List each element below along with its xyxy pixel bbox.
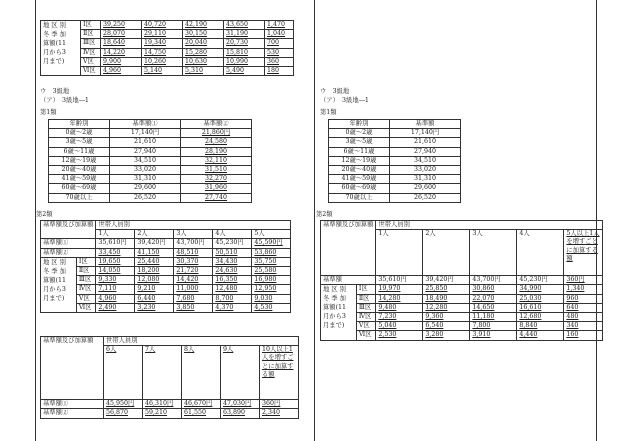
region-cell: Ⅰ区 [356,285,375,294]
value-cell: 43,700円 [174,239,213,248]
section-subheading: （ア） 3級地―1 [320,97,369,104]
value-cell: 29,600 [110,184,181,193]
age-cell: 6歳～11歳 [329,147,390,156]
value-cell: 59,210 [143,409,182,418]
value-cell: 15,280 [183,48,224,57]
value-cell: 29,600 [390,184,461,193]
value-cell: 10,260 [142,57,183,66]
value-cell: 42,190 [183,21,224,30]
value-cell: 16,980 [252,276,291,285]
table-row [329,138,461,147]
table-row [329,175,461,184]
value-cell: 22,070 [470,294,517,303]
table-row [41,239,291,248]
value-cell: 30,150 [183,30,224,39]
table-row [49,166,252,175]
region-cell: Ⅲ区 [81,39,101,48]
right-type2-table [320,220,603,341]
left-top-winter-table [40,20,294,76]
table-row [329,129,461,138]
value-cell: 360 [265,57,294,66]
value-cell: 31,510 [181,166,252,175]
value-cell: 33,450 [96,248,135,257]
value-cell: 7,110 [96,285,135,294]
value-cell: 61,550 [182,409,221,418]
column-header: 3人 [174,230,213,239]
age-cell: 41歳～59歳 [49,175,110,184]
type1-heading: 第1類 [320,109,337,116]
table-row [329,184,461,193]
value-cell: 32,270 [181,175,252,184]
value-cell: 27,740 [181,193,252,202]
region-cell: Ⅳ区 [81,48,101,57]
type2-heading: 第2類 [316,211,333,218]
value-cell: 1,340 [564,285,603,294]
value-cell: 39,420円 [135,239,174,248]
table-row [41,409,299,418]
table-row [321,276,603,285]
header-cell: 基準額及び加算額 [321,221,376,276]
value-cell: 35,750 [252,257,291,266]
value-cell: 11,000 [174,285,213,294]
row-label: 基準額① [41,400,104,409]
value-cell: 5,310 [183,67,224,76]
header-cell: 基準額及び加算額 [41,221,96,239]
value-cell: 18,490 [423,294,470,303]
value-cell: 14,050 [96,267,135,276]
column-header: 2人 [423,230,470,276]
value-cell: 5,490 [224,67,265,76]
table-row [329,166,461,175]
header-cell: 世帯人員別 [104,337,299,346]
value-cell: 35,610円 [96,239,135,248]
value-cell: 18,640 [101,39,142,48]
column-header: 7人 [143,346,182,400]
value-cell: 4,530 [252,303,291,312]
header-cell: 基準額② [181,120,252,129]
age-cell: 0歳～2歳 [329,129,390,138]
winter-label: 地 区 別 冬 季 加 算額(11 月から3 月まで) [41,21,81,76]
value-cell: 35,610円 [376,276,423,285]
left-type1-table [48,119,252,203]
value-cell: 7,800 [470,322,517,331]
value-cell: 15,810 [224,48,265,57]
value-cell: 50,510 [213,248,252,257]
value-cell: 640 [564,303,603,312]
value-cell: 180 [265,67,294,76]
region-cell: Ⅵ区 [356,331,375,340]
header-cell: 基準額 [390,120,461,129]
value-cell: 41,150 [135,248,174,257]
region-cell: Ⅲ区 [356,303,375,312]
value-cell: 43,700円 [470,276,517,285]
value-cell: 6,440 [135,294,174,303]
age-cell: 12歳～19歳 [329,156,390,165]
value-cell: 21,610 [390,138,461,147]
header-cell: 基準額及び加算額 [41,337,104,400]
value-cell: 9,480 [376,303,423,312]
value-cell: 26,520 [110,193,181,202]
value-cell: 25,030 [517,294,564,303]
value-cell: 960 [564,294,603,303]
value-cell: 14,420 [174,276,213,285]
value-cell: 1,470 [265,21,294,30]
value-cell: 24,580 [181,138,252,147]
column-header: 4人 [517,230,564,276]
value-cell: 19,970 [376,285,423,294]
value-cell: 480 [564,313,603,322]
value-cell: 4,960 [101,67,142,76]
winter-label: 地 区 別 冬 季 加 算額(11 月から3 月まで) [321,285,357,340]
value-cell: 360円 [564,276,603,285]
value-cell: 31,190 [224,30,265,39]
value-cell: 2,490 [96,303,135,312]
value-cell: 14,650 [470,303,517,312]
header-cell: 基準額① [110,120,181,129]
value-cell: 31,960 [181,184,252,193]
value-cell: 28,190 [181,147,252,156]
value-cell: 340 [564,322,603,331]
value-cell: 39,250 [101,21,142,30]
column-header: 10人以上1人を増すごとに加算する額 [260,346,299,400]
value-cell: 34,430 [213,257,252,266]
value-cell: 4,370 [213,303,252,312]
column-header: 1人 [376,230,423,276]
value-cell: 7,230 [376,313,423,322]
value-cell: 9,900 [101,57,142,66]
value-cell: 46,670円 [182,400,221,409]
region-cell: Ⅴ区 [81,57,101,66]
value-cell: 8,840 [517,322,564,331]
region-cell: Ⅰ区 [81,21,101,30]
value-cell: 10,630 [183,57,224,66]
age-cell: 6歳～11歳 [49,147,110,156]
value-cell: 47,030円 [221,400,260,409]
table-row [49,193,252,202]
left-margin-line [35,0,36,441]
column-header: 3人 [470,230,517,276]
table-row [49,138,252,147]
value-cell: 2,530 [376,331,423,340]
table-row [49,175,252,184]
age-cell: 3歳～5歳 [49,138,110,147]
column-header: 2人 [135,230,174,239]
value-cell: 12,480 [213,285,252,294]
column-header: 5人以上1人を増すごとに加算する額 [564,230,603,276]
value-cell: 16,350 [213,276,252,285]
value-cell: 1,040 [265,30,294,39]
value-cell: 9,360 [423,313,470,322]
value-cell: 31,310 [390,175,461,184]
row-label: 基準額② [41,409,104,418]
value-cell: 6,540 [423,322,470,331]
header-cell: 世帯人員別 [96,221,291,230]
value-cell: 45,590円 [252,239,291,248]
row-label: 基準額① [41,239,96,248]
value-cell: 20,730 [224,39,265,48]
value-cell: 18,200 [135,267,174,276]
value-cell: 28,070 [101,30,142,39]
header-cell: 年齢別 [49,120,110,129]
value-cell: 21,610 [110,138,181,147]
value-cell: 34,990 [517,285,564,294]
table-row [49,156,252,165]
column-header: 6人 [104,346,143,400]
value-cell: 21,860円 [181,129,252,138]
value-cell: 9,330 [96,276,135,285]
value-cell: 34,510 [110,156,181,165]
table-row [49,129,252,138]
value-cell: 32,110 [181,156,252,165]
value-cell: 3,910 [470,331,517,340]
value-cell: 17,140円 [390,129,461,138]
value-cell: 46,310円 [143,400,182,409]
value-cell: 45,230円 [517,276,564,285]
table-row [329,193,461,202]
value-cell: 12,680 [517,313,564,322]
value-cell: 9,210 [135,285,174,294]
value-cell: 12,280 [423,303,470,312]
value-cell: 360円 [260,400,299,409]
header-cell: 世帯人員別 [376,221,603,230]
value-cell: 14,280 [376,294,423,303]
age-cell: 41歳～59歳 [329,175,390,184]
value-cell: 53,860 [252,248,291,257]
value-cell: 19,340 [142,39,183,48]
value-cell: 27,940 [390,147,461,156]
value-cell: 25,850 [423,285,470,294]
value-cell: 56,870 [104,409,143,418]
value-cell: 4,440 [517,331,564,340]
value-cell: 2,340 [260,409,299,418]
value-cell: 45,950円 [104,400,143,409]
table-row [329,156,461,165]
value-cell: 24,630 [213,267,252,276]
center-divider-line [314,0,315,441]
column-header: 8人 [182,346,221,400]
row-label: 基準額② [41,248,96,257]
age-cell: 3歳～5歳 [329,138,390,147]
age-cell: 20歳～40歳 [329,166,390,175]
type2-heading: 第2類 [36,211,53,218]
value-cell: 17,140円 [110,129,181,138]
value-cell: 16,610 [517,303,564,312]
value-cell: 30,370 [174,257,213,266]
age-cell: 0歳～2歳 [49,129,110,138]
value-cell: 39,420円 [423,276,470,285]
age-cell: 70歳以上 [49,193,110,202]
region-cell: Ⅱ区 [76,267,95,276]
region-cell: Ⅱ区 [81,30,101,39]
value-cell: 10,990 [224,57,265,66]
value-cell: 7,680 [174,294,213,303]
value-cell: 12,950 [252,285,291,294]
column-header: 9人 [221,346,260,400]
age-cell: 60歳～69歳 [49,184,110,193]
table-row [329,147,461,156]
region-cell: Ⅵ区 [81,67,101,76]
value-cell: 14,220 [101,48,142,57]
type1-heading: 第1類 [40,109,57,116]
value-cell: 33,020 [390,166,461,175]
value-cell: 8,700 [213,294,252,303]
value-cell: 21,720 [174,267,213,276]
value-cell: 4,960 [96,294,135,303]
value-cell: 3,280 [423,331,470,340]
value-cell: 25,580 [252,267,291,276]
column-header: 4人 [213,230,252,239]
value-cell: 40,720 [142,21,183,30]
region-cell: Ⅱ区 [356,294,375,303]
table-row [49,147,252,156]
value-cell: 34,510 [390,156,461,165]
region-cell: Ⅴ区 [76,294,95,303]
age-cell: 12歳～19歳 [49,156,110,165]
column-header: 1人 [96,230,135,239]
region-cell: Ⅲ区 [76,276,95,285]
value-cell: 5,040 [376,322,423,331]
value-cell: 30,860 [470,285,517,294]
left-type2-cont-table [40,336,299,419]
header-cell: 年齢別 [329,120,390,129]
value-cell: 25,440 [135,257,174,266]
value-cell: 20,040 [183,39,224,48]
value-cell: 5,140 [142,67,183,76]
section-subheading: （ア） 3級地―1 [40,97,89,104]
section-heading: ウ 3級地 [40,88,70,95]
value-cell: 19,650 [96,257,135,266]
table-row [49,184,252,193]
value-cell: 26,520 [390,193,461,202]
region-cell: Ⅰ区 [76,257,95,266]
value-cell: 48,510 [174,248,213,257]
section-heading: ウ 3級地 [320,88,350,95]
value-cell: 160 [564,331,603,340]
value-cell: 63,890 [221,409,260,418]
value-cell: 29,110 [142,30,183,39]
value-cell: 31,310 [110,175,181,184]
table-row [41,400,299,409]
value-cell: 43,650 [224,21,265,30]
value-cell: 12,080 [135,276,174,285]
region-cell: Ⅳ区 [356,313,375,322]
right-type1-table [328,119,461,203]
region-cell: Ⅳ区 [76,285,95,294]
value-cell: 3,230 [135,303,174,312]
value-cell: 11,180 [470,313,517,322]
row-label: 基準額 [321,276,376,285]
column-header: 5人 [252,230,291,239]
value-cell: 33,020 [110,166,181,175]
age-cell: 20歳～40歳 [49,166,110,175]
age-cell: 70歳以上 [329,193,390,202]
value-cell: 27,940 [110,147,181,156]
region-cell: Ⅵ区 [76,303,95,312]
age-cell: 60歳～69歳 [329,184,390,193]
table-row [41,248,291,257]
left-type2-table [40,220,291,313]
value-cell: 9,030 [252,294,291,303]
value-cell: 700 [265,39,294,48]
value-cell: 3,850 [174,303,213,312]
value-cell: 530 [265,48,294,57]
region-cell: Ⅴ区 [356,322,375,331]
value-cell: 45,230円 [213,239,252,248]
winter-label: 地 区 別 冬 季 加 算額(11 月から3 月まで) [41,257,77,312]
value-cell: 14,750 [142,48,183,57]
